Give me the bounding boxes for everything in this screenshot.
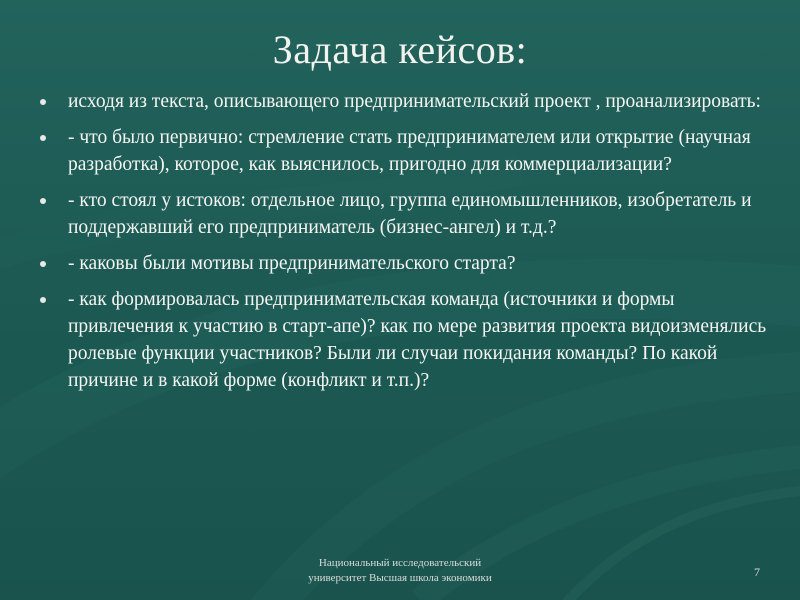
bullet-icon — [40, 135, 46, 141]
bullet-icon — [40, 261, 46, 267]
bullet-text: - кто стоял у истоков: отдельное лицо, группа единомышленников, изобретатель и поддержавший его предприниматель (бизнес-ангел) и т.д.? — [68, 190, 752, 238]
list-item — [32, 286, 780, 394]
list-item — [32, 250, 780, 277]
footer-line-1: Национальный исследовательский — [318, 557, 482, 569]
list-item — [32, 88, 780, 115]
bullet-icon — [40, 198, 46, 204]
page-number: 7 — [754, 565, 760, 579]
slide-title: Задача кейсов: — [272, 27, 528, 72]
bullet-icon — [40, 297, 46, 303]
bullet-text: - как формировалась предпринимательская команда (источники и формы привлечения к участию в старт-апе)? как по мере развития проекта видоизменялись ролевые функции участников? Были ли случаи покидания команды? По какой причине и в какой форме (конфликт и т.п.)? — [68, 289, 767, 391]
bullet-list — [32, 88, 780, 403]
footer-line-2: университет Высшая школа экономики — [308, 572, 492, 584]
footer-institution — [260, 556, 540, 586]
list-item — [32, 124, 780, 178]
bullet-text: - каковы были мотивы предпринимательского старта? — [68, 253, 516, 274]
bullet-text: - что было первично: стремление стать предпринимателем или открытие (научная разработка), которое, как выяснилось, пригодно для коммерциализации? — [68, 127, 751, 175]
list-item — [32, 187, 780, 241]
bullet-text: исходя из текста, описывающего предпринимательский проект , проанализировать: — [68, 91, 761, 112]
bullet-icon — [40, 99, 46, 105]
